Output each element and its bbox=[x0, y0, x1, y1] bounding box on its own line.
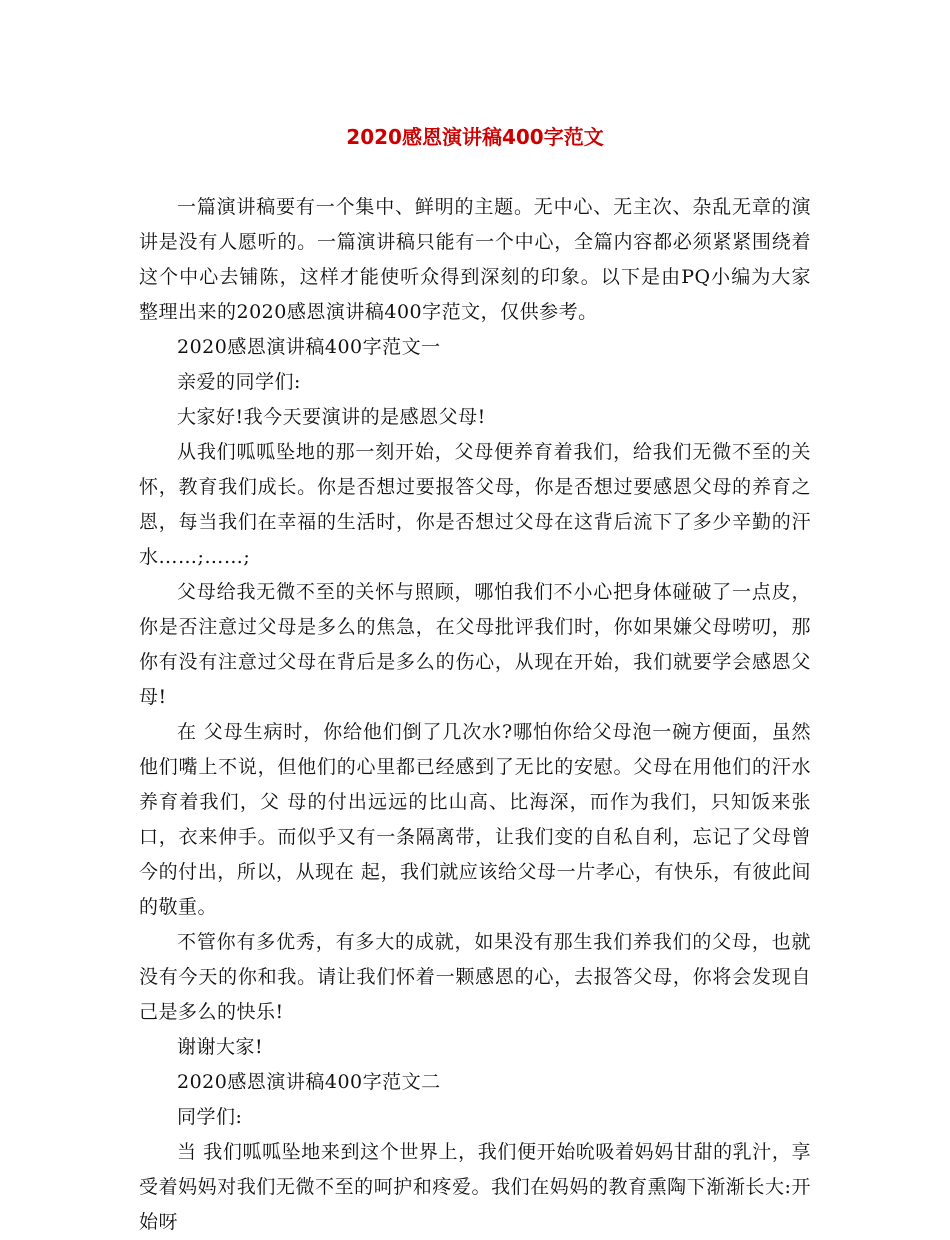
paragraph-body: 父母给我无微不至的关怀与照顾，哪怕我们不小心把身体碰破了一点皮，你是否注意过父母是多么的焦急，在父母批评我们时，你如果嫌父母唠叨，那你有没有注意过父母在背后是多么的伤心，从现在开始，我们就要学会感恩父母! bbox=[139, 581, 811, 708]
paragraph-body: 不管你有多优秀，有多大的成就，如果没有那生我们养我们的父母，也就没有今天的你和我。请让我们怀着一颗感恩的心，去报答父母，你将会发现自己是多么的快乐! bbox=[139, 931, 811, 1023]
section-heading-two: 2020感恩演讲稿400字范文二 bbox=[177, 1071, 441, 1093]
document-title: 2020感恩演讲稿400字范文 bbox=[346, 125, 604, 149]
paragraph-greeting: 大家好!我今天要演讲的是感恩父母! bbox=[177, 406, 486, 428]
document-body bbox=[139, 190, 811, 1240]
paragraph-intro: 一篇演讲稿要有一个集中、鲜明的主题。无中心、无主次、杂乱无章的演讲是没有人愿听的。一篇演讲稿只能有一个中心，全篇内容都必须紧紧围绕着这个中心去铺陈，这样才能使听众得到深刻的印象。以下是由PQ小编为大家整理出来的2020感恩演讲稿400字范文，仅供参考。 bbox=[139, 196, 811, 323]
salutation: 同学们: bbox=[177, 1106, 243, 1128]
paragraph-body: 当 我们呱呱坠地来到这个世界上，我们便开始吮吸着妈妈甘甜的乳汁，享受着妈妈对我们无微不至的呵护和疼爱。我们在妈妈的教育熏陶下渐渐长大:开始呀 bbox=[139, 1141, 811, 1233]
paragraph-body: 从我们呱呱坠地的那一刻开始，父母便养育着我们，给我们无微不至的关怀，教育我们成长。你是否想过要报答父母，你是否想过要感恩父母的养育之恩，每当我们在幸福的生活时，你是否想过父母在这背后流下了多少辛勤的汗水……;……; bbox=[139, 441, 811, 568]
salutation: 亲爱的同学们: bbox=[177, 371, 301, 393]
paragraph-closing: 谢谢大家! bbox=[177, 1036, 264, 1058]
paragraph-body: 在 父母生病时，你给他们倒了几次水?哪怕你给父母泡一碗方便面，虽然他们嘴上不说，但他们的心里都已经感到了无比的安慰。父母在用他们的汗水养育着我们，父 母的付出远远的比山高、比海深，而作为我们，只知饭来张口，衣来伸手。而似乎又有一条隔离带，让我们变的自私自利，忘记了父母曾今的付出，所以，从现在 起，我们就应该给父母一片孝心，有快乐，有彼此间的敬重。 bbox=[139, 721, 811, 918]
section-heading-one: 2020感恩演讲稿400字范文一 bbox=[177, 336, 441, 358]
